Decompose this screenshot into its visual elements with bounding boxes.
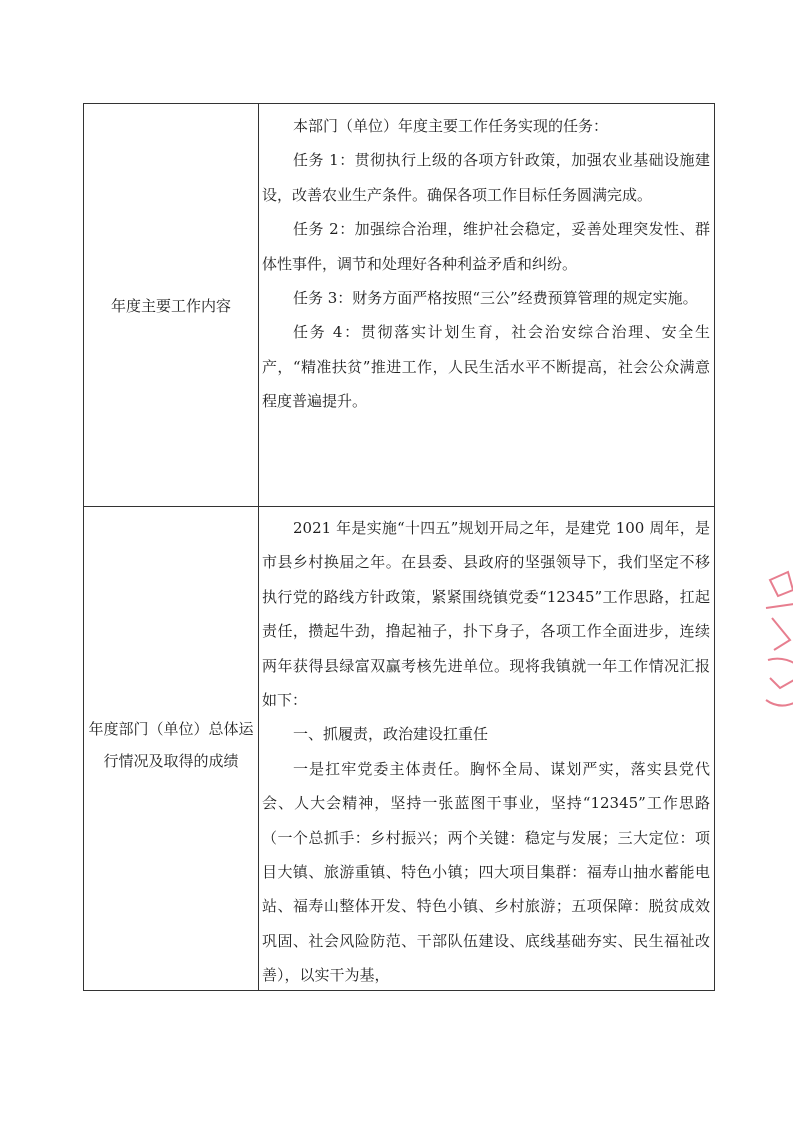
official-seal-fragment <box>760 560 793 720</box>
row-content-annual-work <box>259 109 716 419</box>
row-label-line: 年度部门（单位）总体运 <box>88 720 254 738</box>
paragraph: 一是扛牢党委主体责任。胸怀全局、谋划严实，落实县党代会、人大会精神，坚持一张蓝图干事业，坚持“12345”工作思路（一个总抓手：乡村振兴；两个关键：稳定与发展；三大定位：项目大镇、旅游重镇、特色小镇；四大项目集群：福寿山抽水蓄能电站、福寿山整体开发、特色小镇、乡村旅游；五项保障：脱贫成效巩固、社会风险防范、干部队伍建设、底线基础夯实、民生福祉改善），以实干为基， <box>262 759 710 985</box>
paragraph: 任务 4：贯彻落实计划生育，社会治安综合治理、安全生产，“精准扶贫”推进工作，人民生活水平不断提高，社会公众满意程度普遍提升。 <box>262 323 710 411</box>
paragraph: 一、抓履责，政治建设扛重任 <box>293 725 489 744</box>
paragraph: 任务 3：财务方面严格按照“三公”经费预算管理的规定实施。 <box>293 289 698 308</box>
row-label-line: 行情况及取得的成绩 <box>103 752 239 770</box>
paragraph: 任务 2：加强综合治理，维护社会稳定，妥善处理突发性、群体性事件，调节和处理好各种利益矛盾和纠纷。 <box>262 220 710 273</box>
row-divider <box>84 506 714 507</box>
paragraph: 2021 年是实施“十四五”规划开局之年，是建党 100 周年，是市县乡村换届之年。在县委、县政府的坚强领导下，我们坚定不移执行党的路线方针政策，紧紧围绕镇党委“12345”工作思路，扛起责任，攒起牛劲，撸起袖子，扑下身子，各项工作全面进步，连续两年获得县绿富双赢考核先进单位。现将我镇就一年工作情况汇报如下： <box>262 519 710 710</box>
work-summary-table <box>83 103 715 991</box>
row-content-overall-operation <box>259 511 716 993</box>
paragraph: 本部门（单位）年度主要工作任务实现的任务： <box>293 117 609 135</box>
row-label-annual-work: 年度主要工作内容 <box>110 297 231 315</box>
seal-marks <box>766 572 793 706</box>
row-label-overall-operation <box>84 713 258 777</box>
paragraph: 任务 1：贯彻执行上级的各项方针政策，加强农业基础设施建设，改善农业生产条件。确保各项工作目标任务圆满完成。 <box>262 151 710 204</box>
